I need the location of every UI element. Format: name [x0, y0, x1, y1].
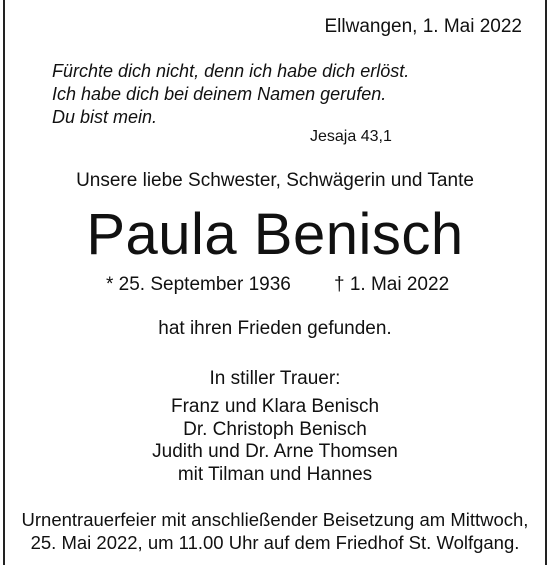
mourner-name: mit Tilman und Hannes [177, 463, 373, 485]
mourning-heading: In stiller Trauer: [209, 368, 341, 389]
verse-line: Fürchte dich nicht, denn ich habe dich erlöst. [52, 61, 410, 81]
peace-statement: hat ihren Frieden gefunden. [158, 318, 392, 339]
ceremony-line: 25. Mai 2022, um 11.00 Uhr auf dem Friedhof St. Wolfgang. [30, 532, 520, 553]
death-date: † 1. Mai 2022 [334, 274, 450, 295]
mourner-name: Judith und Dr. Arne Thomsen [152, 441, 398, 462]
relationship-intro: Unsere liebe Schwester, Schwägerin und Tante [76, 170, 474, 191]
mourner-name: Dr. Christoph Benisch [183, 418, 367, 440]
birth-date: * 25. September 1936 [106, 274, 291, 295]
verse-reference: Jesaja 43,1 [310, 128, 392, 145]
ceremony-line: Urnentrauerfeier mit anschließender Beisetzung am Mittwoch, [21, 509, 529, 530]
verse-line: Du bist mein. [52, 107, 158, 127]
ceremony-details [0, 508, 550, 554]
deceased-name: Paula Benisch [86, 202, 464, 267]
mourner-name: Franz und Klara Benisch [170, 396, 380, 417]
verse-line: Ich habe dich bei deinem Namen gerufen. [52, 84, 387, 104]
bible-verse [52, 60, 409, 129]
place-and-date: Ellwangen, 1. Mai 2022 [324, 16, 522, 37]
mourners-list [0, 396, 550, 486]
